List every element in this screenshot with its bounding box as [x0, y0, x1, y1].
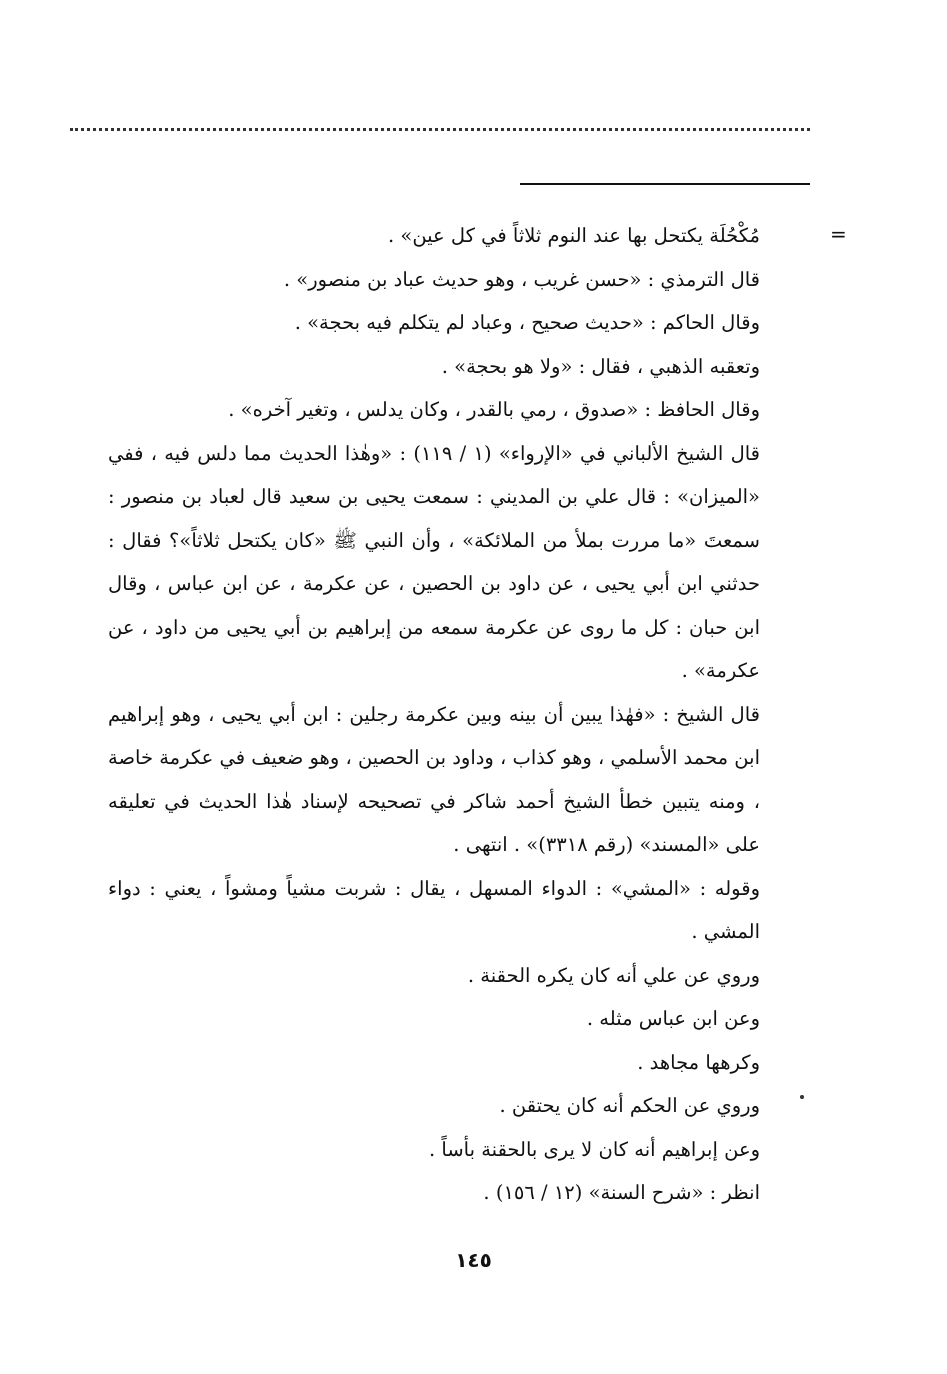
- dotted-separator: [70, 128, 810, 131]
- text-line: انظر : «شرح السنة» (١٢ / ١٥٦) .: [483, 1181, 760, 1204]
- footnote-text: [108, 214, 760, 1215]
- text-line: وتعقبه الذهبي ، فقال : «ولا هو بحجة» .: [441, 354, 760, 378]
- text-line: وعن ابن عباس مثله .: [586, 1007, 760, 1030]
- text-line: قال الترمذي : «حسن غريب ، وهو حديث عباد بن منصور» .: [283, 267, 760, 291]
- text-line: وكرهها مجاهد .: [637, 1050, 760, 1074]
- text-line: وقال الحافظ : «صدوق ، رمي بالقدر ، وكان يدلس ، وتغير آخره» .: [228, 398, 760, 421]
- text-paragraph: قال الشيخ الألباني في «الإرواء» (١ / ١١٩) : «وهٰذا الحديث مما دلس فيه ، ففي «الميزان» : قال علي بن المديني : سمعت يحيى بن سعيد قال لعباد بن منصور : سمعتَ «ما مررت بملأ من الملائكة» ، وأن النبي ﷺ «كان يكتحل ثلاثاً»؟ فقال : حدثني ابن أبي يحيى ، عن داود بن الحصين ، عن عكرمة ، عن ابن عباس ، وقال ابن حبان : كل ما روى عن عكرمة سمعه من إبراهيم بن أبي يحيى من داود ، عن عكرمة» .: [108, 441, 760, 682]
- text-line: وقال الحاكم : «حديث صحيح ، وعباد لم يتكلم فيه بحجة» .: [294, 311, 760, 334]
- page-number: ١٤٥: [455, 1248, 492, 1272]
- text-line: وروي عن الحكم أنه كان يحتقن .: [499, 1094, 760, 1117]
- text-paragraph: وقوله : «المشي» : الدواء المسهل ، يقال : شربت مشياً ومشواً ، يعني : دواء المشي .: [108, 876, 760, 943]
- margin-dot: [800, 1095, 804, 1099]
- text-line: وعن إبراهيم أنه كان لا يرى بالحقنة بأساً .: [428, 1137, 760, 1161]
- text-line: مُكْحُلَة يكتحل بها عند النوم ثلاثاً في كل عين» .: [388, 224, 760, 247]
- footnote-rule: [520, 183, 810, 185]
- text-line: وروي عن علي أنه كان يكره الحقنة .: [467, 963, 760, 987]
- text-paragraph: قال الشيخ : «فهٰذا يبين أن بينه وبين عكرمة رجلين : ابن أبي يحيى ، وهو إبراهيم ابن محمد الأسلمي ، وهو كذاب ، وداود بن الحصين ، وهو ضعيف في عكرمة خاصة ، ومنه يتبين خطأ الشيخ أحمد شاكر في تصحيحه لإسناد هٰذا الحديث في تعليقه على «المسند» (رقم ٣٣١٨)» . انتهى .: [108, 702, 760, 856]
- continuation-mark: =: [830, 222, 847, 246]
